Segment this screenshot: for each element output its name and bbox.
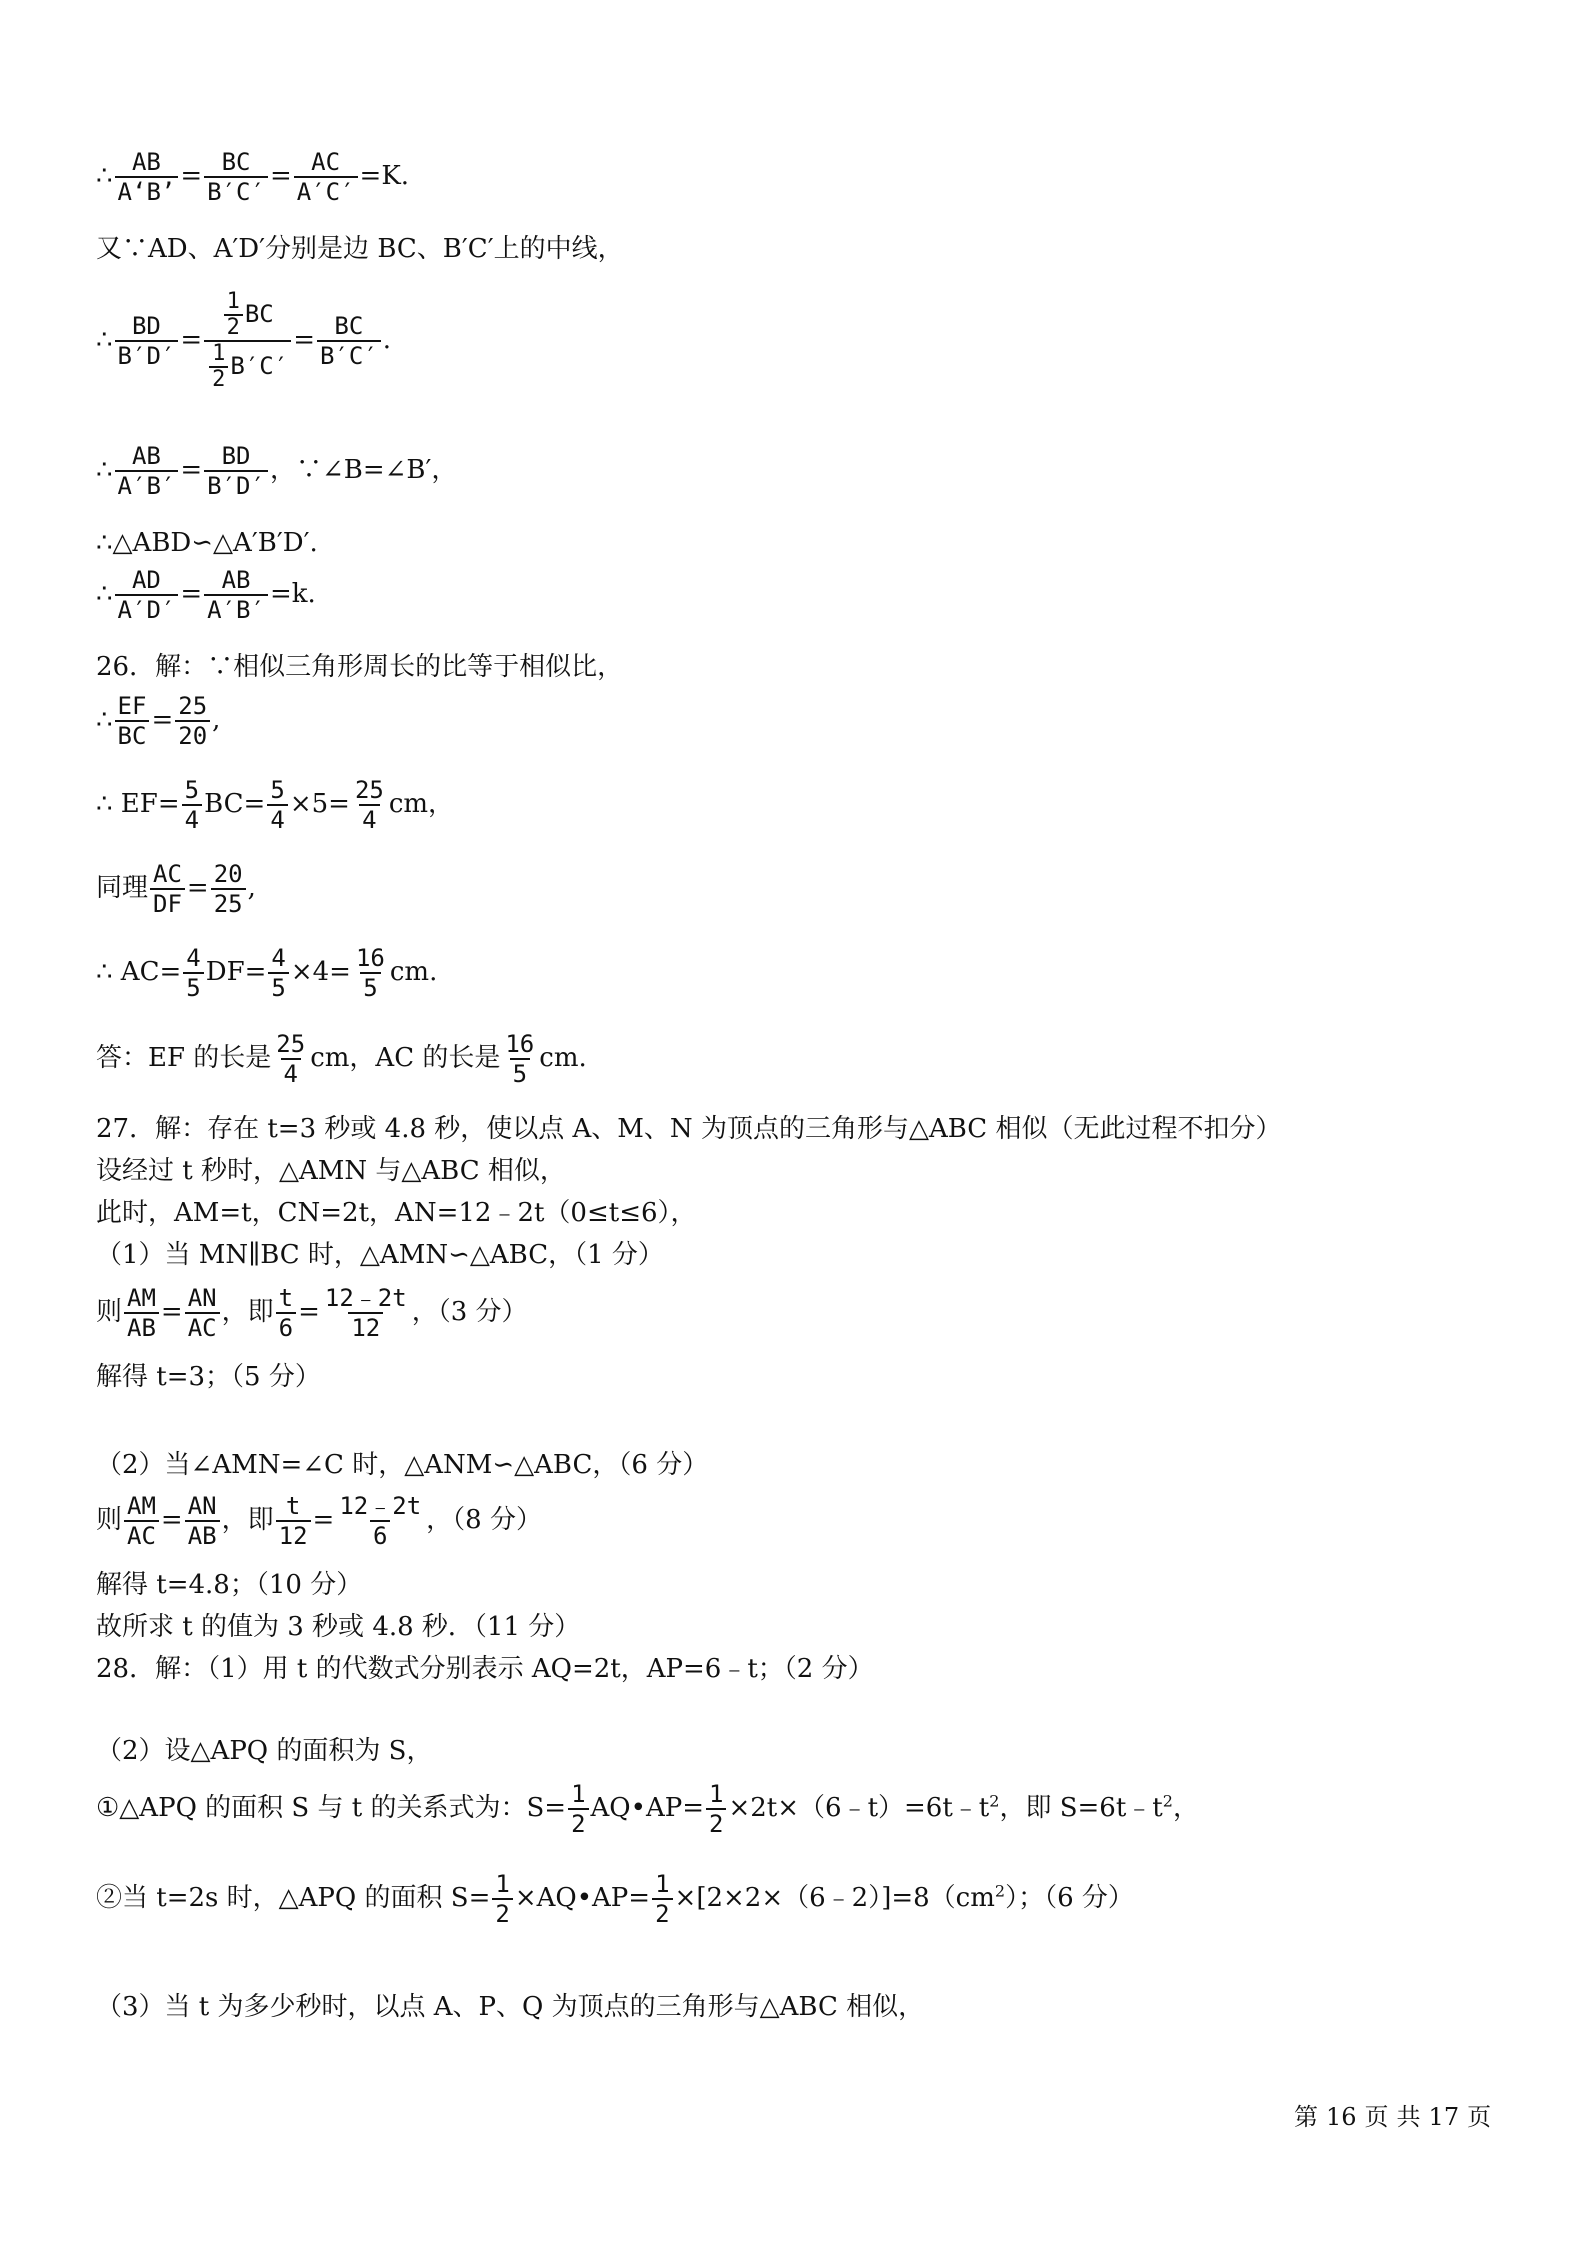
- page-footer: 第 16 页 共 17 页: [1294, 2103, 1492, 2131]
- equation-line: ∴ AC= $\frac{4}{5}$ DF= $\frac{4}{5}$ ×4= $\frac{16}{5}$ cm.: [96, 944, 438, 1002]
- fraction: $\frac{1}{2}$: [706, 1780, 726, 1838]
- fraction: $\frac{BC}{B'C'}$: [317, 312, 381, 370]
- fraction: $\frac{BD}{B'D'}$: [204, 442, 268, 500]
- nested-fraction: $\frac{1}{2}$ BC $\frac{1}{2}$ B′C′: [204, 290, 291, 392]
- equation-line: ②当 t=2s 时，△APQ 的面积 S= $\frac{1}{2}$ ×AQ•AP= $\frac{1}{2}$ $\times[2\times 2\times(6﹣2)]=8(cm^2)$；（6 分）: [96, 1870, 1134, 1928]
- text-line: （2）当∠AMN=∠C 时，△ANM∽△ABC，（6 分）: [96, 1450, 709, 1480]
- fraction: $\frac{AC}{A'C'}$: [294, 148, 358, 206]
- fraction: $\frac{4}{5}$: [183, 944, 203, 1002]
- fraction: $\frac{25}{20}$: [175, 692, 210, 750]
- proof-ratio-line: ∴ $\frac{AB}{A'B'}$ = $\frac{BD}{B'D'}$ ，∵∠B=∠B′，: [96, 442, 458, 500]
- fraction: $\frac{1}{2}$: [652, 1870, 672, 1928]
- total-pages: 17: [1428, 2103, 1460, 2131]
- proof-midline-line: ∴ $\frac{BD}{B'D'}$ = $\frac{1}{2}$ BC $\frac{1}{2}$ B′C′ = $\frac{BC}{B'C'}$ .: [96, 289, 392, 392]
- text-line: 28．解：（1）用 t 的代数式分别表示 AQ=2t，AP=6﹣t；（2 分）: [96, 1654, 874, 1684]
- fraction: $\frac{AB}{A'B'}$: [115, 442, 179, 500]
- fraction: $\frac{t}{6}$: [276, 1284, 296, 1342]
- equation-line: ∴ EF= $\frac{5}{4}$ BC= $\frac{5}{4}$ ×5= $\frac{25}{4}$ cm，: [96, 776, 455, 834]
- page-number: 16: [1326, 2103, 1357, 2131]
- equation-line: 则 $\frac{AM}{AC}$ = $\frac{AN}{AB}$ ，即 $\frac{t}{12}$ = $\frac{12﹣2t}{6}$ ，（8 分）: [96, 1492, 542, 1550]
- fraction: $\frac{1}{2}$: [568, 1780, 588, 1838]
- text-line: 解得 t=4.8；（10 分）: [96, 1570, 363, 1600]
- text-line: 设经过 t 秒时，△AMN 与△ABC 相似，: [96, 1156, 566, 1186]
- text-line: 26．解：∵相似三角形周长的比等于相似比，: [96, 652, 624, 682]
- fraction: $\frac{12﹣2t}{12}$: [324, 1284, 407, 1342]
- equation-line: 同理 $\frac{AC}{DF}$ = $\frac{20}{25}$ ,: [96, 860, 256, 918]
- fraction: $\frac{AC}{DF}$: [150, 860, 185, 918]
- fraction: $\frac{AM}{AB}$: [124, 1284, 159, 1342]
- fraction: $\frac{BC}{B'C'}$: [204, 148, 268, 206]
- proof-ratio-line: ∴ $\frac{AB}{A‘B’}$ = $\frac{BC}{B'C'}$ = $\frac{AC}{A'C'}$ =K.: [96, 148, 410, 206]
- fraction: $\frac{25}{4}$: [354, 776, 384, 834]
- fraction: $\frac{BD}{B'D'}$: [115, 312, 179, 370]
- fraction: $\frac{5}{4}$: [267, 776, 287, 834]
- fraction: $\frac{12﹣2t}{6}$: [339, 1492, 422, 1550]
- proof-ratio-line: ∴ $\frac{AD}{A'D'}$ = $\frac{AB}{A'B'}$ =k.: [96, 566, 316, 624]
- fraction: $\frac{AN}{AC}$: [185, 1284, 220, 1342]
- fraction: $\frac{AM}{AC}$: [124, 1492, 159, 1550]
- fraction: $\frac{4}{5}$: [268, 944, 288, 1002]
- fraction: $\frac{20}{25}$: [211, 860, 246, 918]
- fraction: $\frac{16}{5}$: [505, 1030, 535, 1088]
- fraction: $\frac{16}{5}$: [355, 944, 385, 1002]
- text-line: 故所求 t 的值为 3 秒或 4.8 秒．（11 分）: [96, 1612, 581, 1642]
- fraction: $\frac{AB}{A‘B’}$: [115, 148, 179, 206]
- answer-line: 答：EF 的长是 $\frac{25}{4}$ cm，AC 的长是 $\frac{16}{5}$ cm.: [96, 1030, 587, 1088]
- equation-line: ∴ $\frac{EF}{BC}$ = $\frac{25}{20}$ ,: [96, 692, 221, 750]
- fraction: $\frac{AB}{A'B'}$: [204, 566, 268, 624]
- text-line: 解得 t=3；（5 分）: [96, 1362, 321, 1392]
- text-line: （1）当 MN∥BC 时，△AMN∽△ABC，（1 分）: [96, 1240, 664, 1270]
- text-line: 此时，AM=t，CN=2t，AN=12﹣2t（0≤t≤6），: [96, 1198, 697, 1228]
- text-line: ∴△ABD∽△A′B′D′.: [96, 528, 318, 558]
- fraction: $\frac{25}{4}$: [276, 1030, 306, 1088]
- equation-line: 则 $\frac{AM}{AB}$ = $\frac{AN}{AC}$ ，即 $\frac{t}{6}$ = $\frac{12﹣2t}{12}$ ，（3 分）: [96, 1284, 528, 1342]
- equation-line: ①△APQ 的面积 S 与 t 的关系式为：S= $\frac{1}{2}$ AQ•AP= $\frac{1}{2}$ $\times 2t\times(6﹣t)=6t﹣t^2$，即 $S=6t﹣t^2$，: [96, 1780, 1199, 1838]
- therefore-symbol: ∴: [96, 161, 113, 191]
- text-line: 27．解：存在 t=3 秒或 4.8 秒，使以点 A、M、N 为顶点的三角形与△ABC 相似（无此过程不扣分）: [96, 1114, 1282, 1144]
- fraction: $\frac{AN}{AB}$: [185, 1492, 220, 1550]
- fraction: $\frac{5}{4}$: [182, 776, 202, 834]
- text-line: （3）当 t 为多少秒时，以点 A、P、Q 为顶点的三角形与△ABC 相似，: [96, 1992, 925, 2022]
- text-line: （2）设△APQ 的面积为 S，: [96, 1736, 433, 1766]
- fraction: $\frac{AD}{A'D'}$: [115, 566, 179, 624]
- fraction: $\frac{t}{12}$: [276, 1492, 311, 1550]
- fraction: $\frac{EF}{BC}$: [115, 692, 150, 750]
- fraction: $\frac{1}{2}$: [492, 1870, 512, 1928]
- text-line: 又∵AD、A′D′分别是边 BC、B′C′上的中线，: [96, 234, 624, 264]
